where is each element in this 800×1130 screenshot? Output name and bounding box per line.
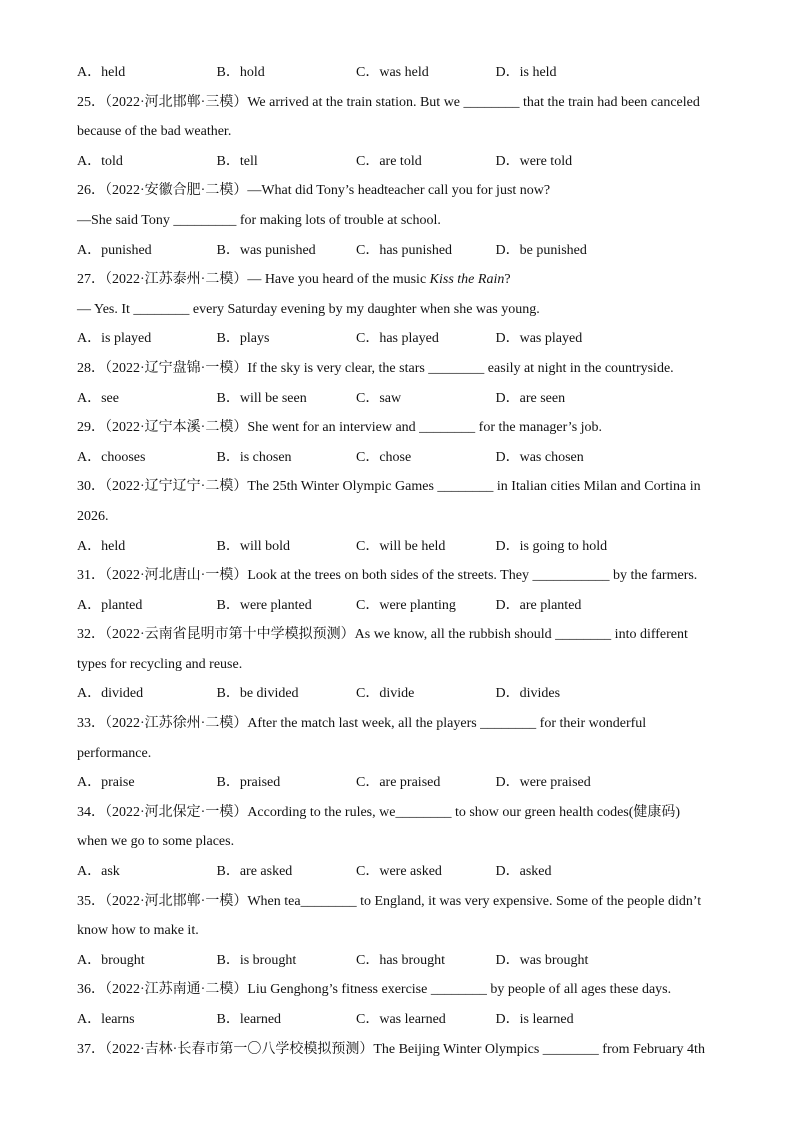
- answer-option: B．praised: [216, 775, 281, 791]
- question-text: 37．（2022·吉林·长春市第一〇八学校模拟预测）The Beijing Winter Olympics ________ from February 4th: [77, 1041, 705, 1057]
- answer-option: C．were asked: [356, 864, 442, 880]
- question-text-part: 27．（2022·江苏泰州·二模）— Have you heard of the music: [77, 272, 430, 288]
- answer-option: C．are told: [356, 153, 422, 169]
- question-text: 34．（2022·河北保定·一模）According to the rules, we________ to show our green health codes(健康码): [77, 804, 681, 820]
- question-text: 36．（2022·江苏南通·二模）Liu Genghong’s fitness exercise ________ by people of all ages these days.: [77, 982, 672, 998]
- answer-option: C．has brought: [356, 952, 446, 968]
- answer-option: B．was punished: [216, 242, 316, 258]
- answer-options: [77, 857, 727, 887]
- answer-option: D．be punished: [495, 242, 587, 258]
- answer-option: D．is learned: [495, 1012, 574, 1027]
- answer-options: [77, 147, 727, 177]
- answer-options: [77, 946, 727, 976]
- answer-option: C．were planting: [356, 597, 456, 613]
- answer-option: B．tell: [216, 153, 258, 169]
- question-text: 32．（2022·云南省昆明市第十中学模拟预测）As we know, all the rubbish should ________ into different: [77, 627, 688, 643]
- answer-option: A．ask: [77, 864, 120, 880]
- answer-options: [77, 1005, 727, 1035]
- answer-option: B．will bold: [216, 538, 291, 554]
- answer-option: A．divided: [77, 686, 144, 702]
- answer-option: B．is brought: [216, 952, 297, 968]
- answer-option: C．are praised: [356, 775, 441, 791]
- document-page: [77, 58, 727, 1064]
- answer-option: A．chooses: [77, 449, 146, 465]
- answer-option: A．brought: [77, 952, 145, 968]
- answer-option: D．was chosen: [495, 449, 584, 465]
- answer-option: B．will be seen: [216, 390, 307, 406]
- answer-options: [77, 384, 727, 414]
- answer-option: A．held: [77, 65, 126, 80]
- answer-options: [77, 324, 727, 354]
- answer-option: A．learns: [77, 1012, 135, 1027]
- answer-option: C．was learned: [356, 1012, 446, 1027]
- question-text: 30．（2022·辽宁辽宁·二模）The 25th Winter Olympic Games ________ in Italian cities Milan and Cortina in: [77, 479, 701, 495]
- question-text: 33．（2022·江苏徐州·二模）After the match last week, all the players ________ for their wonderful: [77, 716, 647, 732]
- answer-option: B．learned: [216, 1012, 282, 1027]
- answer-option: C．has played: [356, 331, 439, 347]
- answer-options: [77, 768, 727, 798]
- answer-option: C．was held: [356, 65, 429, 80]
- answer-options: [77, 443, 727, 473]
- answer-option: C．will be held: [356, 538, 446, 554]
- question-text: types for recycling and reuse.: [77, 656, 243, 672]
- answer-option: A．see: [77, 390, 119, 406]
- question-text: 31．（2022·河北唐山·一模）Look at the trees on both sides of the streets. They ___________ by the farmers.: [77, 568, 698, 584]
- answer-option: D．was brought: [495, 952, 589, 968]
- answer-option: A．told: [77, 153, 123, 169]
- answer-options: [77, 679, 727, 709]
- answer-option: D．is held: [495, 65, 557, 80]
- question-text-part: ?: [504, 272, 511, 288]
- answer-option: B．be divided: [216, 686, 299, 702]
- answer-option: D．asked: [495, 864, 552, 880]
- answer-option: B．is chosen: [216, 449, 292, 465]
- question-text: 26．（2022·安徽合肥·二模）—What did Tony’s headteacher call you for just now?: [77, 183, 551, 199]
- answer-options: [77, 591, 727, 621]
- answer-option: A．punished: [77, 242, 152, 258]
- question-text: because of the bad weather.: [77, 124, 232, 140]
- answer-option: A．planted: [77, 597, 143, 613]
- answer-option: B．are asked: [216, 864, 293, 880]
- answer-options: [77, 532, 727, 562]
- question-text: 35．（2022·河北邯郸·一模）When tea________ to England, it was very expensive. Some of the people didn’t: [77, 893, 702, 909]
- question-text: —She said Tony _________ for making lots of trouble at school.: [77, 212, 441, 228]
- answer-option: D．are seen: [495, 390, 566, 406]
- question-text: 2026.: [77, 508, 109, 524]
- answer-option: D．were praised: [495, 775, 591, 791]
- answer-option: B．plays: [216, 331, 270, 347]
- answer-option: B．hold: [216, 65, 265, 80]
- answer-option: C．has punished: [356, 242, 453, 258]
- question-text: 25．（2022·河北邯郸·三模）We arrived at the train station. But we ________ that the train had been canceled: [77, 94, 700, 110]
- question-text: 29．（2022·辽宁本溪·二模）She went for an interview and ________ for the manager’s job.: [77, 420, 603, 436]
- answer-option: D．were told: [495, 153, 573, 169]
- answer-option: D．is going to hold: [495, 538, 608, 554]
- answer-option: A．held: [77, 538, 126, 554]
- answer-option: D．are planted: [495, 597, 582, 613]
- answer-option: A．praise: [77, 775, 135, 791]
- question-text: 28．（2022·辽宁盘锦·一模）If the sky is very clear, the stars ________ easily at night in the countryside.: [77, 360, 674, 376]
- answer-option: C．divide: [356, 686, 415, 702]
- answer-option: A．is played: [77, 331, 152, 347]
- answer-option: B．were planted: [216, 597, 312, 613]
- italic-title: Kiss the Rain: [429, 272, 505, 288]
- question-text: when we go to some places.: [77, 834, 235, 850]
- question-text: [77, 265, 727, 295]
- answer-options: [77, 58, 727, 88]
- answer-options: [77, 236, 727, 266]
- question-text: know how to make it.: [77, 923, 199, 939]
- answer-option: D．was played: [495, 331, 583, 347]
- question-text: performance.: [77, 745, 152, 761]
- question-text: — Yes. It ________ every Saturday evening by my daughter when she was young.: [77, 301, 540, 317]
- answer-option: C．saw: [356, 390, 402, 406]
- answer-option: C．chose: [356, 449, 412, 465]
- answer-option: D．divides: [495, 686, 561, 702]
